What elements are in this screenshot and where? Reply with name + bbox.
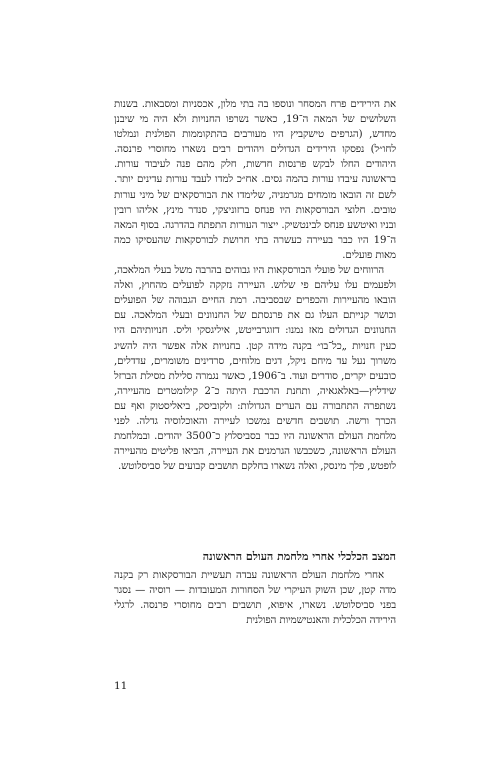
page-number: 11 [114,680,128,692]
body-text [114,97,396,474]
paragraph-workers-and-railway: הרווחים של פועלי הבורסקאות היו גבוהים בהרבה משל בעלי המלאכה, ולפעמים עלו עליהם פי שלוש. העיירה נזקקה לפועלים מהחוץ, ואלה הובאו מהעיירות והכפרים שבסביבה. רמת החיים הגבוהה של הפועלים וכושר קנייתם העלו גם את פרנסתם של החנוונים ובעלי המלאכה. עם החנוונים הגדולים מאז נמנו: דזוגרבייטש, איליגסקי וליס. חנויותיהם היו כעין חנויות „כל־בו״ בקנה מידה קטן. בחנויות אלה אפשר היה להשיג משרוך נעל עד מיחם ניקל, דגים מלוחים, סרדינים משומרים, עדדלים, כובעים יקרים, סודרים ועוד. ב־1906, כאשר נגמרה סלילת מסילת הברזל שידליץ—באלאגאיה, ותחנת הרכבת היתה כ־2 קילומטרים מהעיירה, נשתפרה התחבורה עם הערים הגדולות: ולקוביסק, ביאליסטוק ואף עם הכרך ורשה. תושבים חדשים נמשכו לעיירה והאוכלוסיה גדלה. לפני מלחמת העולם הראשונה היו כבר בסביסלוץ כ־3500 יהודים. ובמלחמת העולם הראשונה, כשכבשו הגרמנים את העיירה, הביאו פליטים מהעיירה לופטש, פלך מינסק, ואלה נשארו בחלקם תושבים קבועים של סביסלוטש. [114,265,397,473]
section-heading: המצב הכלכלי אחרי מלחמת העולם הראשונה [202,550,396,563]
paragraph-fairs-and-tanneries: את הירידים פרח המסחר ונוספו בה בתי מלון, אכסניות ומסבאות. בשנות השלושים של המאה ה־19, כאשר נשרפו החנויות ולא היה מי שיבנן מחדש, (הגרפים טישקביץ היו מעורבים בהתקוממות הפולנית ונמלטו לחו״ל) נפסקו הירידים הגדולים ויהודים רבים נשארו מחוסרי פרנסה. היהודים החלו לבקש פרנסות חדשות, חלק מהם פנה לעיבוד עורות. בראשונה עיבדו עורות בהמה גסים. אח״כ למדו לעבד עורות עדינים יותר. לשם זה הובאו מומחים מגרמניה, שלימדו את הבורסקאים של מיני עורות טובים. חלוצי הבורסקאות היו פנחס ברזוניצקי, סנדר מינץ, אליהו רובין ובניו ואיטשע פנחס לבינטשיק. ייצור העורות התפתח בהדרגה. בסוף המאה ה־19 היו כבר בעיירה כעשרה בתי חרושת לבורסקאות שהעסיקו כמה מאות פועלים. [114,99,396,261]
body-text-after-heading [114,568,396,628]
paragraph-post-war: אחרי מלחמת העולם הראשונה עבדה תעשיית הבורסקאות רק בקנה מדה קטן, שכן השוק העיקרי של הסחורות המעובדות — רוסיה — נסגר בפני סביסלוטש. נשארו, איפוא, תושבים רבים מחוסרי פרנסה. לרגלי הירידה הכלכלית והאנטישמיות הפולנית [114,570,396,627]
